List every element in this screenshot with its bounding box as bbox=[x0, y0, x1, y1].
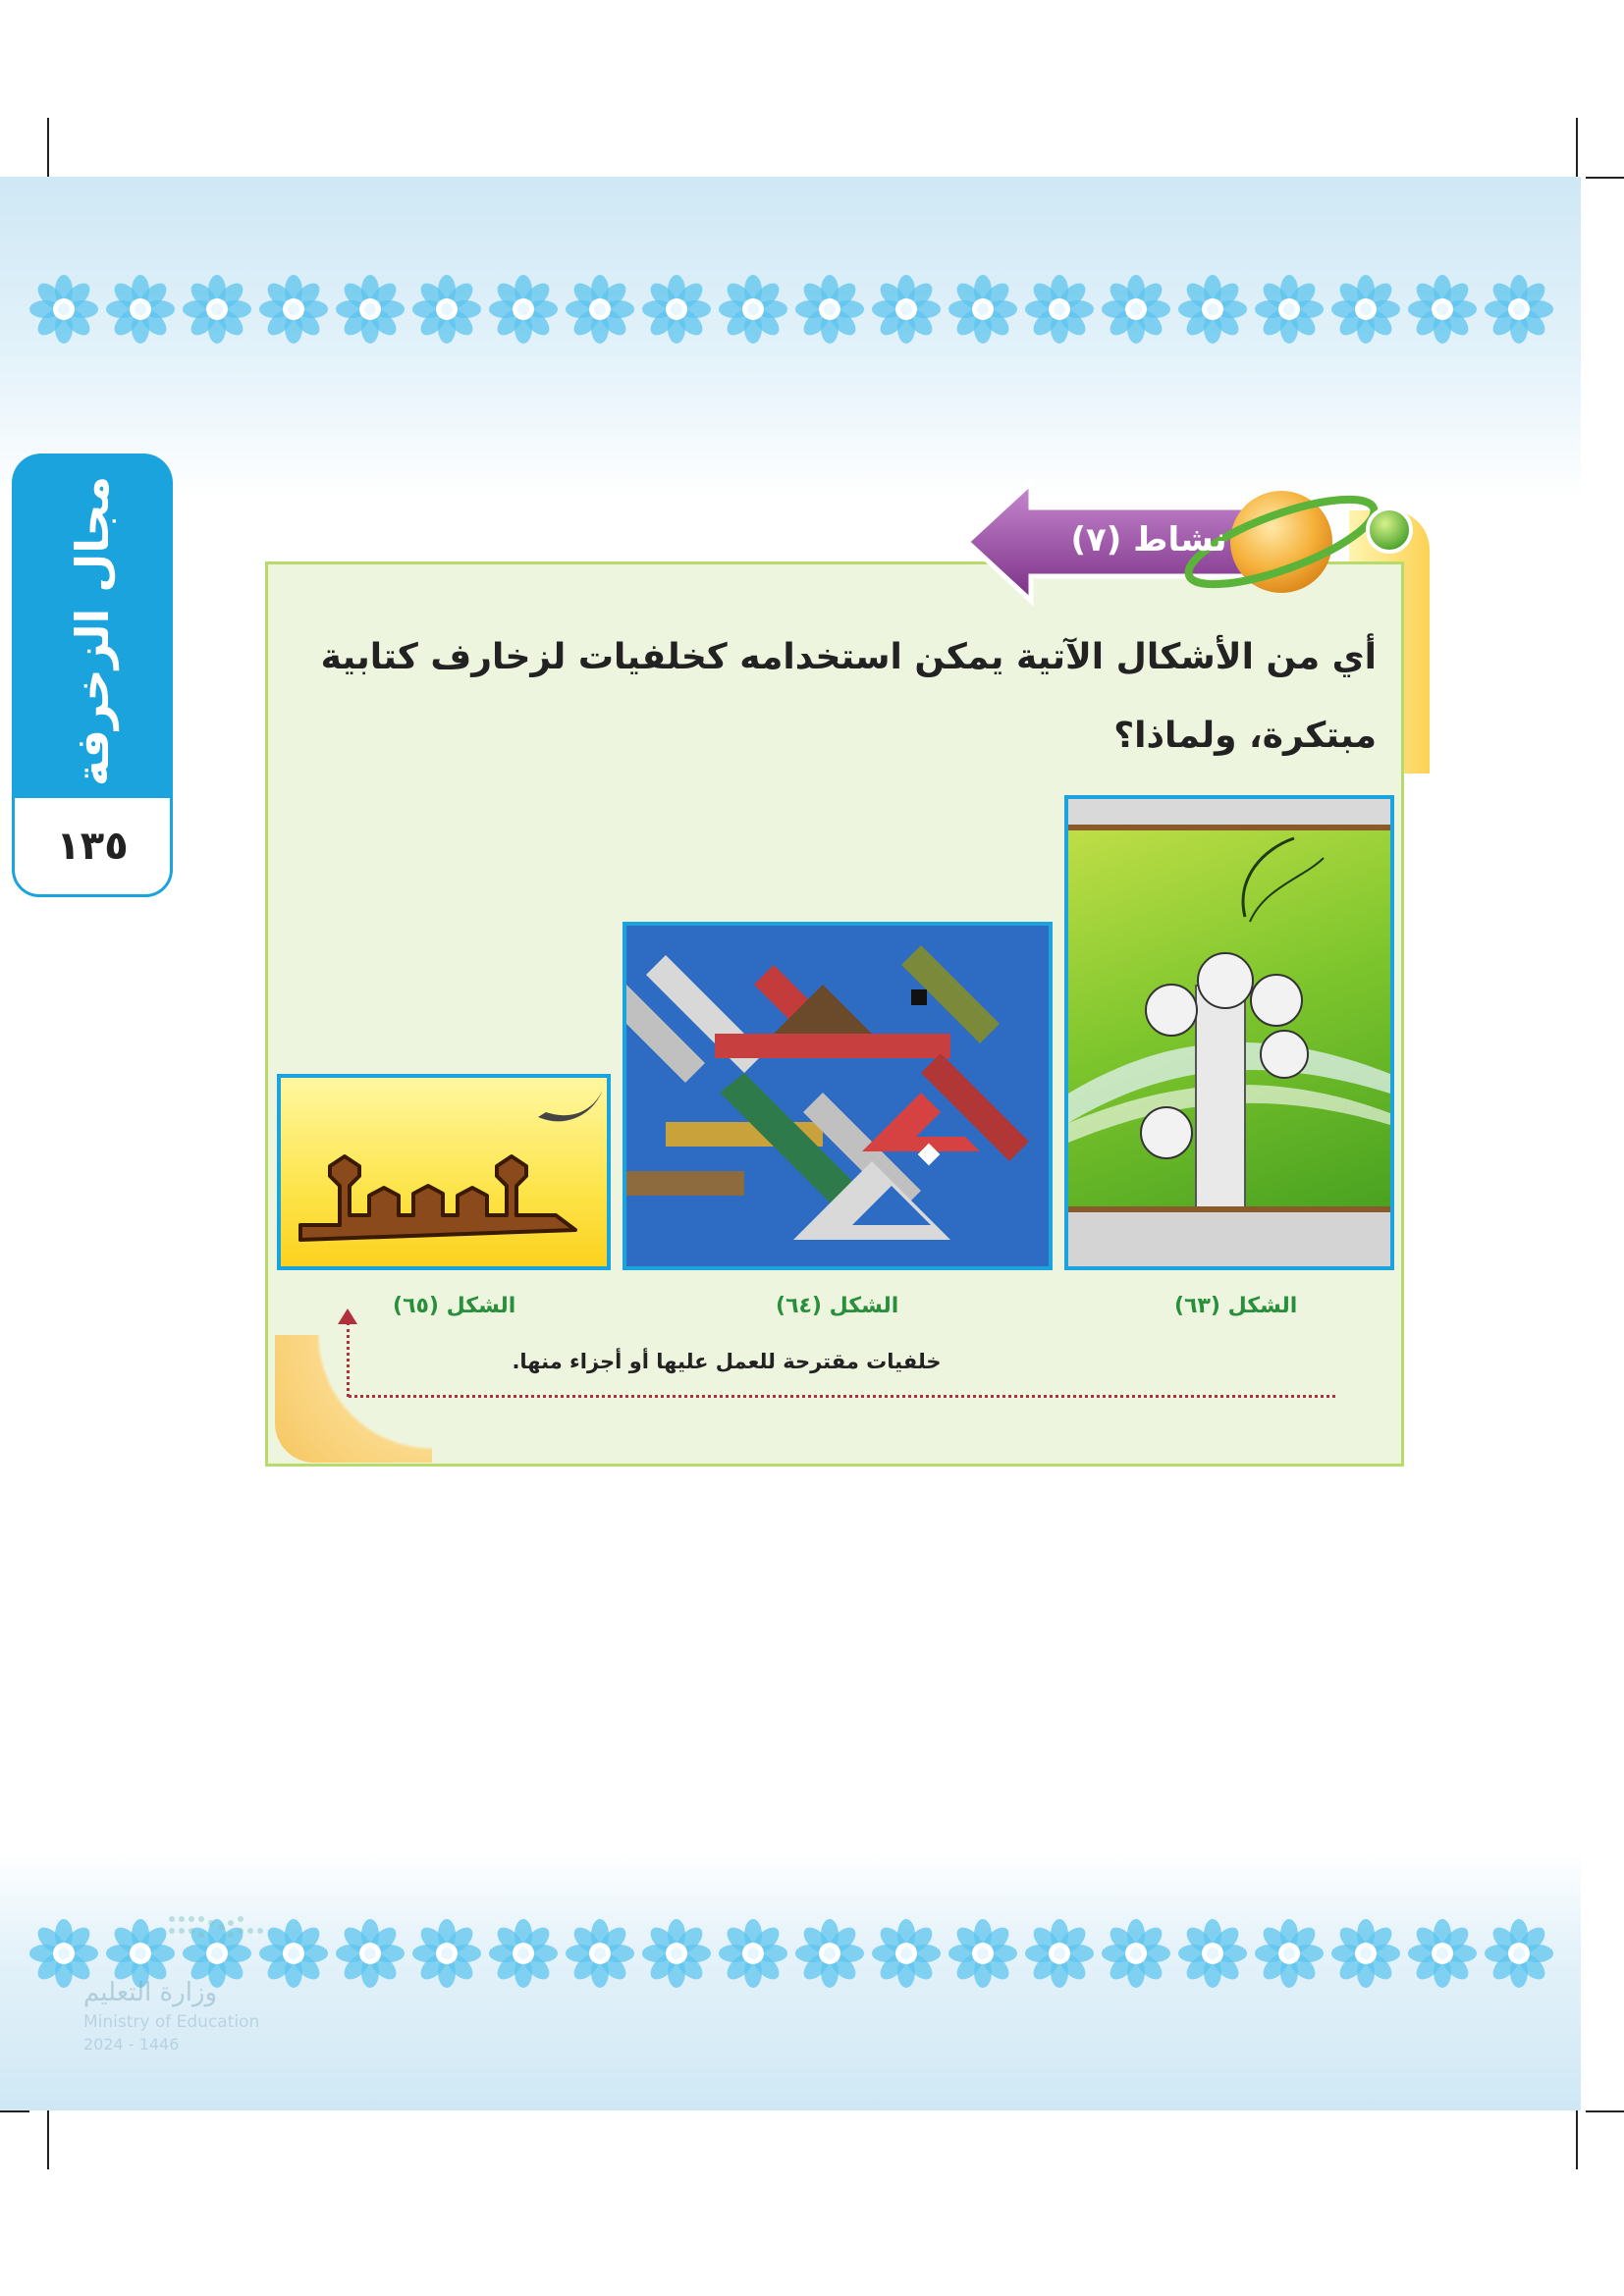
flower-ornament-icon bbox=[795, 275, 864, 344]
figure-65-art bbox=[281, 1078, 607, 1266]
figure-63-image bbox=[1064, 795, 1394, 1270]
pointer-line-horizontal bbox=[349, 1395, 1335, 1398]
ministry-name-ar: وزارة التعليم bbox=[83, 1978, 218, 2007]
flower-ornament-icon bbox=[1102, 275, 1170, 344]
figure-63-caption: الشكل (٦٣) bbox=[1174, 1294, 1298, 1318]
question-line-1: أي من الأشكال الآتية يمكن استخدامه كخلفيات لزخارف كتابية bbox=[320, 637, 1377, 677]
flower-ornament-icon bbox=[412, 1919, 481, 1988]
flower-ornament-icon bbox=[1331, 1919, 1400, 1988]
crop-mark bbox=[1586, 177, 1624, 179]
flower-border-top bbox=[29, 275, 1571, 344]
flower-ornament-icon bbox=[872, 275, 941, 344]
figure-65-image bbox=[277, 1074, 611, 1270]
flower-ornament-icon bbox=[642, 275, 711, 344]
crop-mark bbox=[0, 2110, 29, 2112]
flower-ornament-icon bbox=[336, 275, 405, 344]
flower-ornament-icon bbox=[1255, 1919, 1324, 1988]
flower-ornament-icon bbox=[1485, 1919, 1553, 1988]
flower-ornament-icon bbox=[489, 275, 558, 344]
figure-64-caption: الشكل (٦٤) bbox=[776, 1294, 899, 1318]
flower-ornament-icon bbox=[719, 275, 787, 344]
flower-ornament-icon bbox=[948, 1919, 1017, 1988]
flower-ornament-icon bbox=[566, 275, 634, 344]
ministry-logo-icon bbox=[83, 1909, 280, 1968]
question-line-2: مبتكرة، ولماذا؟ bbox=[1113, 716, 1377, 756]
unit-title: مجال الزخرفة bbox=[66, 475, 119, 786]
green-ball-icon bbox=[1368, 508, 1411, 552]
flower-ornament-icon bbox=[872, 1919, 941, 1988]
activity-question bbox=[316, 618, 1377, 775]
flower-ornament-icon bbox=[642, 1919, 711, 1988]
flower-ornament-icon bbox=[489, 1919, 558, 1988]
activity-badge-label: نشاط (٧) bbox=[1070, 520, 1227, 560]
flower-ornament-icon bbox=[1178, 275, 1247, 344]
flower-ornament-icon bbox=[1025, 1919, 1094, 1988]
flower-ornament-icon bbox=[1102, 1919, 1170, 1988]
ministry-logo bbox=[83, 1909, 280, 2056]
flower-ornament-icon bbox=[336, 1919, 405, 1988]
backgrounds-note: خلفيات مقترحة للعمل عليها أو أجزاء منها. bbox=[512, 1350, 942, 1373]
flower-ornament-icon bbox=[566, 1919, 634, 1988]
figure-63-art bbox=[1068, 799, 1390, 1266]
crop-mark bbox=[1586, 2110, 1624, 2112]
flower-ornament-icon bbox=[1255, 275, 1324, 344]
flower-ornament-icon bbox=[1331, 275, 1400, 344]
flower-ornament-icon bbox=[948, 275, 1017, 344]
ministry-year: 2024 - 1446 bbox=[83, 2035, 180, 2054]
flower-ornament-icon bbox=[412, 275, 481, 344]
crescent-moon-icon bbox=[538, 1090, 603, 1121]
ministry-name-en: Ministry of Education bbox=[83, 2012, 260, 2032]
pointer-line-vertical bbox=[347, 1322, 350, 1397]
flower-ornament-icon bbox=[795, 1919, 864, 1988]
flower-ornament-icon bbox=[183, 275, 251, 344]
flower-ornament-icon bbox=[29, 275, 98, 344]
flower-ornament-icon bbox=[1025, 275, 1094, 344]
figure-65-caption: الشكل (٦٥) bbox=[393, 1294, 516, 1318]
flower-ornament-icon bbox=[719, 1919, 787, 1988]
figure-64-image bbox=[623, 922, 1053, 1270]
flower-ornament-icon bbox=[1408, 275, 1477, 344]
flower-ornament-icon bbox=[1178, 1919, 1247, 1988]
flower-ornament-icon bbox=[106, 275, 175, 344]
figure-64-art bbox=[626, 926, 1049, 1266]
unit-title-wrapper bbox=[12, 461, 173, 800]
flower-ornament-icon bbox=[1408, 1919, 1477, 1988]
flower-ornament-icon bbox=[259, 275, 328, 344]
page-number: ١٣٥ bbox=[12, 795, 173, 897]
flower-ornament-icon bbox=[1485, 275, 1553, 344]
